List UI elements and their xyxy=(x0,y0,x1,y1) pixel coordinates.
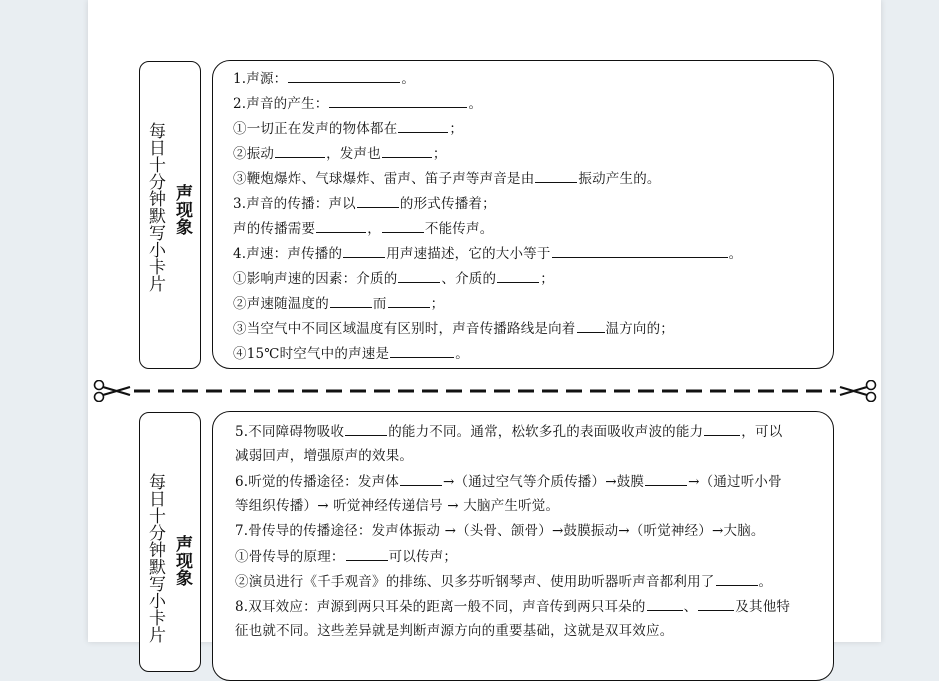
card1-line-3: ①一切正在发声的物体都在 ； xyxy=(233,118,463,139)
fill-blank xyxy=(647,596,683,611)
fill-blank xyxy=(716,571,758,586)
fill-blank xyxy=(535,168,577,183)
fill-blank xyxy=(346,546,388,561)
card2-line-8: 8.双耳效应：声源到两只耳朵的距离一般不同，声音传到两只耳朵的 、 及其他特 xyxy=(235,596,790,617)
fill-blank xyxy=(275,143,325,158)
fill-blank xyxy=(577,318,605,333)
card1-side-label xyxy=(139,61,201,369)
card1-line-8: 4.声速：声传播的 用声速描述，它的大小等于 。 xyxy=(233,243,742,264)
fill-blank xyxy=(552,243,728,258)
card1-side-subtitle: 声现象 xyxy=(172,184,192,235)
fill-blank xyxy=(329,93,467,108)
card1-line-5: ③鞭炮爆炸、气球爆炸、雷声、笛子声等声音是由 振动产生的。 xyxy=(233,168,661,189)
fill-blank xyxy=(390,343,454,358)
fill-blank xyxy=(698,596,734,611)
card1-line-1: 1.声源： 。 xyxy=(233,68,415,89)
card2-line-2: 减弱回声，增强原声的效果。 xyxy=(235,448,414,464)
fill-blank xyxy=(398,118,448,133)
card1-side-title: 每日十分钟默写小卡片 xyxy=(145,122,165,292)
cut-line xyxy=(90,380,880,402)
card2-line-9: 征也就不同。这些差异就是判断声源方向的重要基础，这就是双耳效应。 xyxy=(235,623,674,639)
card2-side-label xyxy=(139,412,201,672)
card2-line-5: 7.骨传导的传播途径：发声体振动 →（头骨、颌骨）→鼓膜振动→（听觉神经）→大脑。 xyxy=(235,523,765,539)
fill-blank xyxy=(398,268,440,283)
card2-line-3: 6.听觉的传播途径：发声体 →（通过空气等介质传播）→鼓膜 →（通过听小骨 xyxy=(235,471,782,492)
card2-side-subtitle: 声现象 xyxy=(172,535,192,586)
card2-line-6: ①骨传导的原理： 可以传声； xyxy=(235,546,457,567)
fill-blank xyxy=(388,293,430,308)
scissors-icon xyxy=(840,381,876,402)
fill-blank xyxy=(704,421,740,436)
card1-line-7: 声的传播需要 ， 不能传声。 xyxy=(233,218,493,239)
fill-blank xyxy=(345,421,387,436)
card2-line-1: 5.不同障碍物吸收 的能力不同。通常，松软多孔的表面吸收声波的能力 ，可以 xyxy=(235,421,782,442)
fill-blank xyxy=(288,68,400,83)
card1-line-2: 2.声音的产生： 。 xyxy=(233,93,482,114)
card1-line-6: 3.声音的传播：声以 的形式传播着； xyxy=(233,193,496,214)
fill-blank xyxy=(382,218,424,233)
card1-line-4: ②振动 ，发声也 ； xyxy=(233,143,447,164)
card1-line-10: ②声速随温度的 而 ； xyxy=(233,293,444,314)
card2-side-title: 每日十分钟默写小卡片 xyxy=(145,473,165,643)
card1-line-9: ①影响声速的因素：介质的 、介质的 ； xyxy=(233,268,554,289)
card1-line-12: ④15℃时空气中的声速是 。 xyxy=(233,343,469,364)
card2-line-7: ②演员进行《千手观音》的排练、贝多芬听钢琴声、使用助听器听声音都利用了 。 xyxy=(235,571,772,592)
fill-blank xyxy=(316,218,366,233)
fill-blank xyxy=(357,193,399,208)
fill-blank xyxy=(400,471,442,486)
fill-blank xyxy=(497,268,539,283)
fill-blank xyxy=(343,243,385,258)
fill-blank xyxy=(382,143,432,158)
scissors-icon xyxy=(95,381,131,402)
card2-line-4: 等组织传播）→ 听觉神经传递信号 → 大脑产生听觉。 xyxy=(235,498,560,514)
fill-blank xyxy=(645,471,687,486)
fill-blank xyxy=(330,293,372,308)
card1-line-11: ③当空气中不同区域温度有区别时，声音传播路线是向着 温方向的； xyxy=(233,318,674,339)
